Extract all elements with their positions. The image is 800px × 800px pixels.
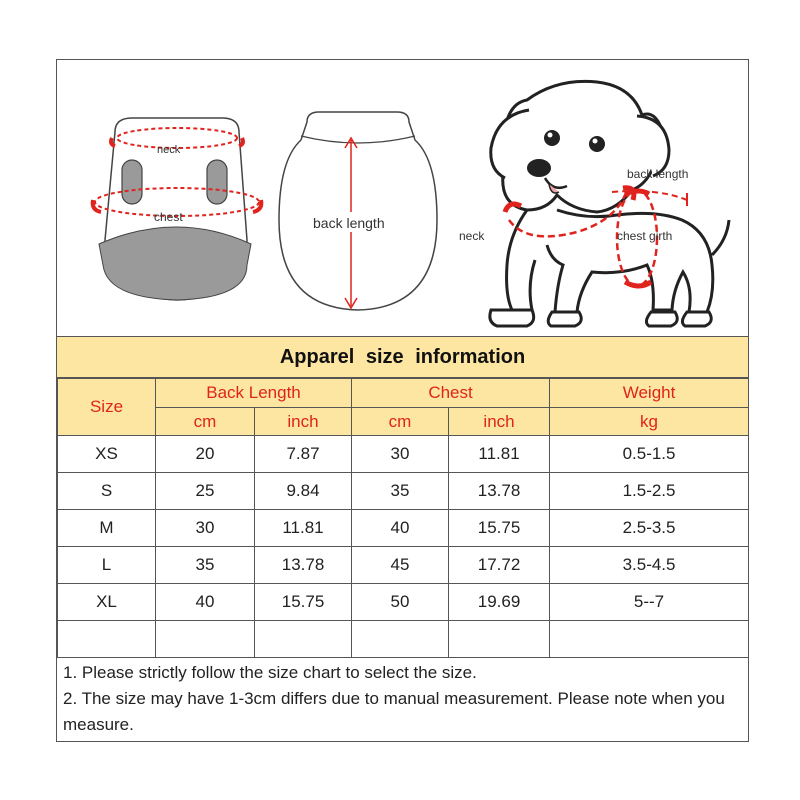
size-cell: L [58,547,156,584]
size-column-header: Size [58,379,156,436]
dog-back-length-label: back length [627,167,689,181]
empty-cell [58,621,156,658]
chest-cm-cell: 45 [352,547,449,584]
back-length-header: Back Length [156,379,352,408]
dog-chest-girth-label: chest girth [617,229,673,243]
size-cell: S [58,473,156,510]
note-2: 2. The size may have 1-3cm differs due to manual measurement. Please note when you measure. [63,689,725,734]
chest-inch-cell: 15.75 [449,510,550,547]
empty-cell [255,621,352,658]
table-row [58,584,749,621]
chest-inch-cell: 19.69 [449,584,550,621]
table-empty-row [58,621,749,658]
back-inch-cell: 15.75 [255,584,352,621]
size-cell: XL [58,584,156,621]
chest-header: Chest [352,379,550,408]
vest-chest-label: chest [154,210,183,224]
vest-back-length-label: back length [313,215,385,231]
empty-cell [352,621,449,658]
back-cm-cell: 30 [156,510,255,547]
table-header-row [58,379,749,408]
back-cm-cell: 25 [156,473,255,510]
back-inch-cell: 9.84 [255,473,352,510]
table-unit-row [58,408,749,436]
table-row [58,436,749,473]
back-length-inch-unit: inch [255,408,352,436]
chest-cm-cell: 30 [352,436,449,473]
chest-cm-cell: 50 [352,584,449,621]
illustration-svg [57,60,748,336]
chest-inch-cell: 11.81 [449,436,550,473]
back-cm-cell: 35 [156,547,255,584]
weight-cell: 0.5-1.5 [550,436,749,473]
back-cm-cell: 40 [156,584,255,621]
back-inch-cell: 7.87 [255,436,352,473]
back-inch-cell: 11.81 [255,510,352,547]
vest-back-drawing [279,112,437,310]
chest-cm-cell: 35 [352,473,449,510]
empty-cell [156,621,255,658]
size-cell: M [58,510,156,547]
back-cm-cell: 20 [156,436,255,473]
weight-cell: 3.5-4.5 [550,547,749,584]
vest-neck-label: neck [157,144,181,156]
empty-cell [449,621,550,658]
back-length-cm-unit: cm [156,408,255,436]
table-row [58,547,749,584]
dog-neck-label: neck [459,229,485,243]
dog-drawing [459,81,729,326]
table-row [58,473,749,510]
weight-cell: 1.5-2.5 [550,473,749,510]
size-notes [57,657,748,741]
vest-front-drawing [93,118,262,300]
weight-header: Weight [550,379,749,408]
weight-kg-unit: kg [550,408,749,436]
chest-inch-cell: 17.72 [449,547,550,584]
size-chart-frame [56,59,749,742]
chest-cm-unit: cm [352,408,449,436]
note-1: 1. Please strictly follow the size chart to select the size. [63,663,477,682]
table-row [58,510,749,547]
weight-cell: 2.5-3.5 [550,510,749,547]
empty-cell [550,621,749,658]
chest-inch-cell: 13.78 [449,473,550,510]
table-title: Apparel size information [57,336,748,378]
weight-cell: 5--7 [550,584,749,621]
chest-inch-unit: inch [449,408,550,436]
chest-cm-cell: 40 [352,510,449,547]
measurement-illustration [57,60,748,336]
size-cell: XS [58,436,156,473]
back-inch-cell: 13.78 [255,547,352,584]
size-table [57,378,749,658]
